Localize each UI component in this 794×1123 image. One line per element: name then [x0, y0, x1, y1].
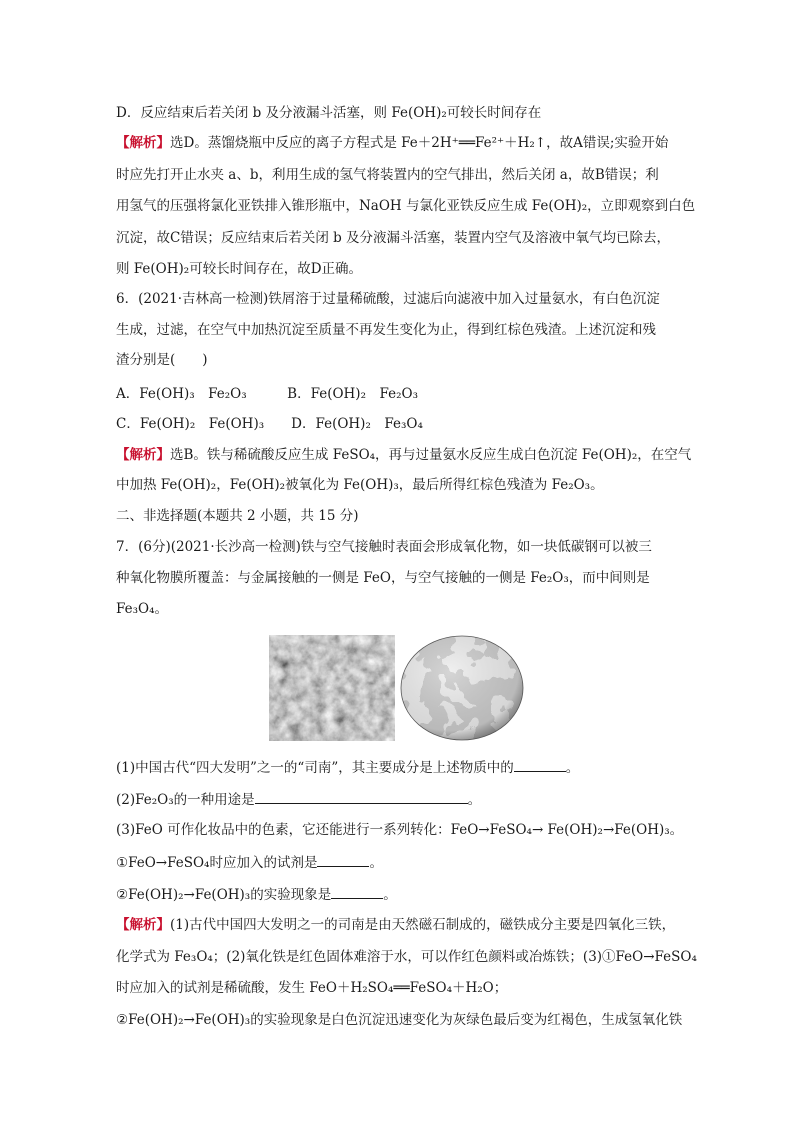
analysis-1-line-3: 用氢气的压强将氯化亚铁排入锥形瓶中，NaOH 与氯化亚铁反应生成 Fe(OH)₂，立即观察到白色: [116, 198, 696, 214]
iron-oxide-photos: [269, 635, 524, 741]
q7-part-3: (3)FeO 可作化妆品中的色素，它还能进行一系列转化：FeO→FeSO₄→ Fe(OH)₂→Fe(OH)₃。: [116, 822, 684, 838]
option-d-prev: D．反应结束后若关闭 b 及分液漏斗活塞，则 Fe(OH)₂可较长时间存在: [116, 105, 542, 121]
section-heading: 二、非选择题(本题共 2 小题，共 15 分): [116, 508, 359, 524]
analysis-1-line-2: 时应先打开止水夹 a、b，利用生成的氢气将装置内的空气排出，然后关闭 a，故B错误；利: [116, 167, 659, 183]
analysis-2-text: 选B。铁与稀硫酸反应生成 FeSO₄，再与过量氨水反应生成白色沉淀 Fe(OH)₂，在空气: [170, 447, 692, 463]
analysis-3-line-1: [116, 915, 675, 935]
rusted-steel-photo: [269, 635, 395, 741]
q7-part-2: [116, 789, 481, 810]
q7-part-1: [116, 757, 579, 778]
analysis-3-line-4: ②Fe(OH)₂→Fe(OH)₃的实验现象是白色沉淀迅速变化为灰绿色最后变为红褐色，生成氢氧化铁: [116, 1012, 683, 1028]
q7-part-2-end: 。: [467, 792, 482, 808]
question-7-line-3: Fe₃O₄。: [116, 601, 169, 617]
q7-part-3-1-end: 。: [369, 855, 383, 871]
q7-part-1-text: (1)中国古代“四大发明”之一的“司南”，其主要成分是上述物质中的: [116, 760, 514, 776]
analysis-1-text: 选D。蒸馏烧瓶中反应的离子方程式是 Fe＋2H⁺══Fe²⁺＋H₂↑，故A错误;实验开始: [170, 135, 669, 151]
question-7-line-1: 7．(6分)(2021·长沙高一检测)铁与空气接触时表面会形成氧化物，如一块低碳钢可以被三: [116, 539, 652, 555]
q7-part-3-1-text: ①FeO→FeSO₄时应加入的试剂是: [116, 855, 318, 871]
answer-blank-3[interactable]: [317, 852, 369, 867]
q7-part-3-2: [116, 884, 397, 905]
answer-blank-2[interactable]: [255, 789, 468, 804]
analysis-1-line-4: 沉淀，故C错误；反应结束后若关闭 b 及分液漏斗活塞，装置内空气及溶液中氧气均已除去，: [116, 230, 671, 246]
analysis-2-line-1: [116, 445, 691, 465]
analysis-2-line-2: 中加热 Fe(OH)₂，Fe(OH)₂被氧化为 Fe(OH)₃，最后所得红棕色残渣为 Fe₂O₃。: [116, 477, 604, 493]
iron-oxide-photos-svg: [269, 635, 524, 741]
q7-part-3-1: [116, 852, 383, 873]
analysis-3-text: (1)古代中国四大发明之一的司南是由天然磁石制成的，磁铁成分主要是四氧化三铁，: [170, 917, 676, 933]
question-6-line-2: 生成，过滤，在空气中加热沉淀至质量不再发生变化为止，得到红棕色残渣。上述沉淀和残: [116, 322, 656, 338]
analysis-tag: 【解析】: [116, 447, 170, 463]
answer-blank-4[interactable]: [331, 884, 383, 899]
options-cd: C．Fe(OH)₂ Fe(OH)₃ D．Fe(OH)₂ Fe₃O₄: [116, 416, 423, 432]
magnetite-sphere-photo: [399, 635, 524, 741]
analysis-3-line-3: 时应加入的试剂是稀硫酸，发生 FeO＋H₂SO₄══FeSO₄＋H₂O；: [116, 980, 508, 996]
analysis-1-line-1: [116, 133, 668, 153]
question-7-line-2: 种氧化物膜所覆盖：与金属接触的一侧是 FeO，与空气接触的一侧是 Fe₂O₃，而中间则是: [116, 570, 650, 586]
q7-part-3-2-end: 。: [383, 887, 397, 903]
answer-blank-1[interactable]: [514, 757, 566, 772]
question-6-line-3: 渣分别是( ): [116, 352, 208, 368]
q7-part-1-end: 。: [565, 760, 580, 776]
analysis-3-line-2: 化学式为 Fe₃O₄；(2)氧化铁是红色固体难溶于水，可以作红色颜料或冶炼铁；(3)①FeO→FeSO₄: [116, 949, 697, 965]
analysis-tag: 【解析】: [116, 135, 170, 151]
question-6-line-1: 6．(2021·吉林高一检测)铁屑溶于过量稀硫酸，过滤后向滤液中加入过量氨水，有白色沉淀: [116, 291, 660, 307]
analysis-tag: 【解析】: [116, 917, 170, 933]
q7-part-3-2-text: ②Fe(OH)₂→Fe(OH)₃的实验现象是: [116, 887, 332, 903]
q7-part-2-text: (2)Fe₂O₃的一种用途是: [116, 792, 255, 808]
options-ab: A．Fe(OH)₃ Fe₂O₃ B．Fe(OH)₂ Fe₂O₃: [116, 386, 418, 402]
analysis-1-line-5: 则 Fe(OH)₂可较长时间存在，故D正确。: [116, 261, 363, 277]
